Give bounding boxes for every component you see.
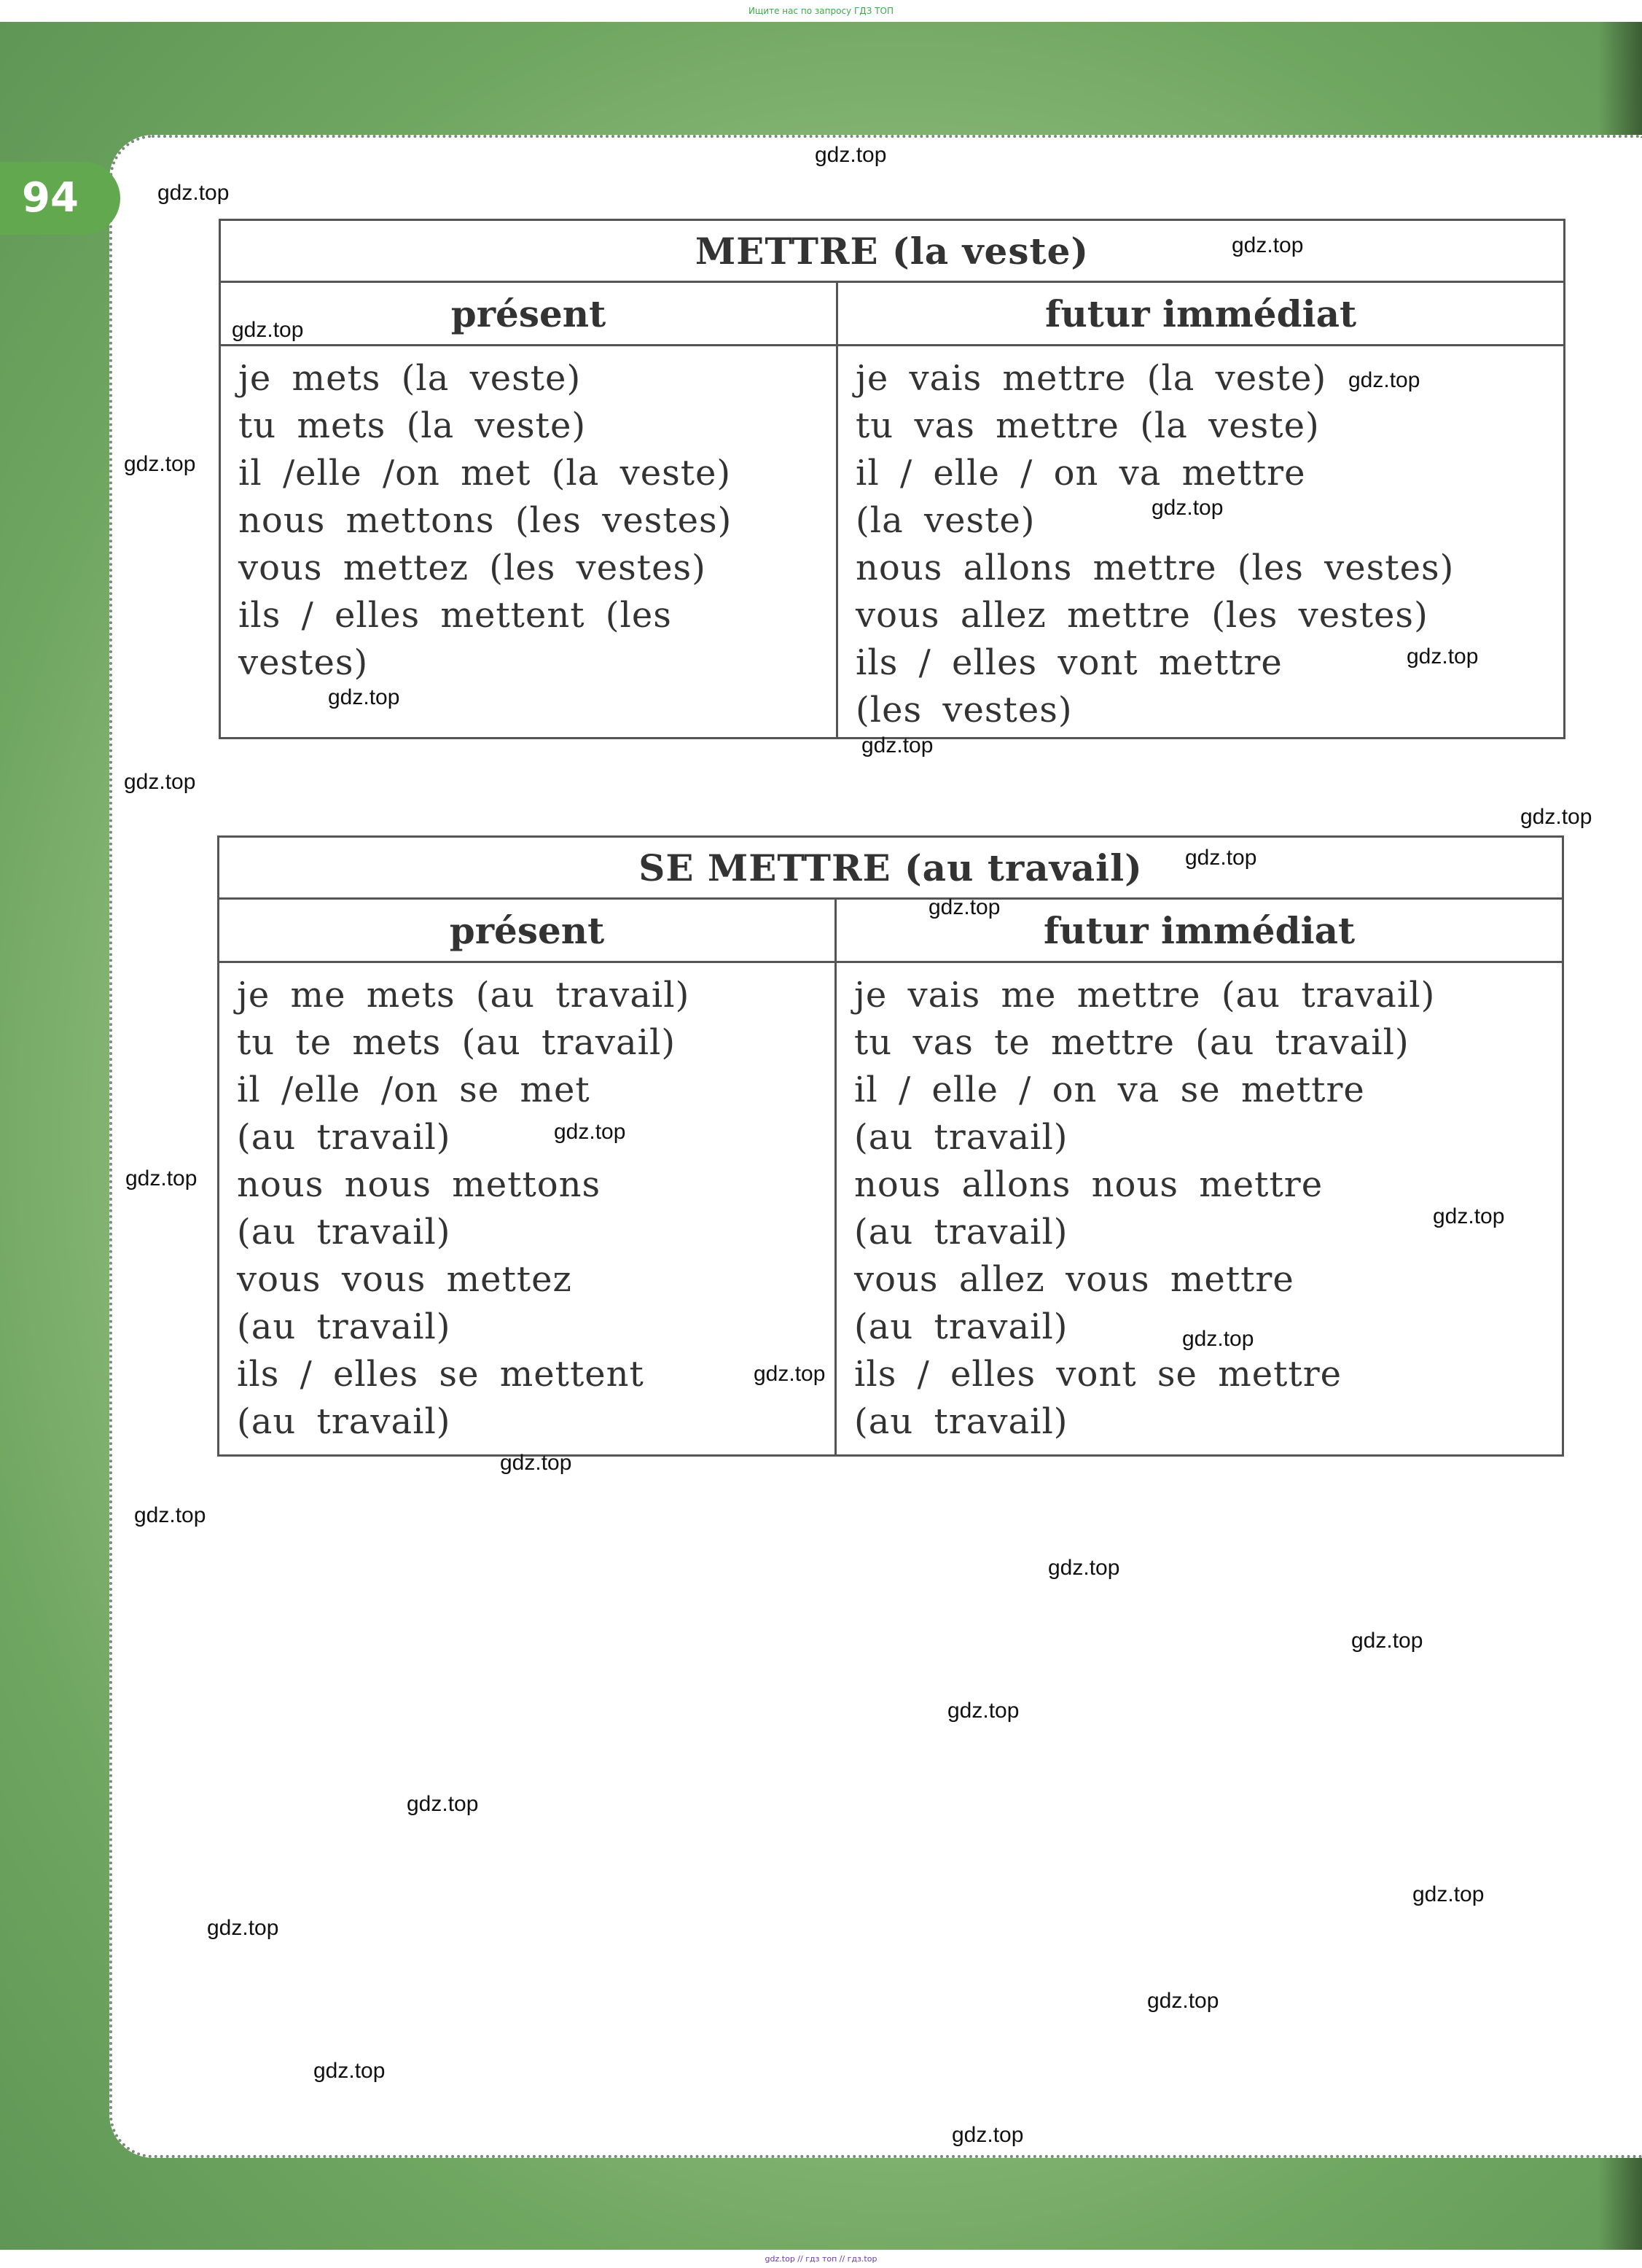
conjugation-line: nous nous mettons (237, 1164, 601, 1205)
watermark: gdz.top (407, 1792, 479, 1816)
watermark: gdz.top (157, 181, 230, 205)
top-notice: Ищите нас по запросу ГДЗ ТОП (0, 0, 1642, 22)
column-header-present: présent (219, 899, 836, 962)
watermark: gdz.top (952, 2123, 1024, 2147)
conjugation-line: (au travail) (854, 1306, 1068, 1347)
conjugation-line: ils / elles se mettent (237, 1354, 644, 1395)
watermark: gdz.top (1048, 1556, 1120, 1580)
watermark: gdz.top (928, 895, 1001, 919)
watermark: gdz.top (232, 318, 304, 342)
watermark: gdz.top (1185, 846, 1257, 870)
conjugation-line: (au travail) (854, 1212, 1068, 1252)
watermark: gdz.top (1351, 1629, 1423, 1653)
watermark: gdz.top (500, 1451, 572, 1475)
conjugation-line: (au travail) (237, 1212, 451, 1252)
conjugation-line: (au travail) (854, 1117, 1068, 1158)
conjugation-line: nous allons nous mettre (854, 1164, 1324, 1205)
watermark: gdz.top (124, 452, 196, 476)
conjugation-line: je me mets (au travail) (237, 975, 690, 1016)
futur-immediat-forms-cell (837, 346, 1565, 739)
bottom-notice: gdz.top // гдз топ // гдз.top (0, 2250, 1642, 2268)
conjugation-line: (au travail) (237, 1117, 451, 1158)
conjugation-line: (au travail) (237, 1401, 451, 1442)
watermark: gdz.top (328, 685, 400, 709)
conjugation-line: vous vous mettez (237, 1259, 572, 1300)
conjugation-line: (au travail) (237, 1306, 451, 1347)
conjugation-line: il /elle /on met (la veste) (238, 453, 732, 494)
conjugation-line: ils / elles mettent (les (238, 595, 672, 636)
conjugation-line: il / elle / on va se mettre (854, 1069, 1365, 1110)
conjugation-line: vous allez vous mettre (854, 1259, 1294, 1300)
present-forms-cell (220, 346, 837, 739)
watermark: gdz.top (1147, 1989, 1219, 2013)
conjugation-line: tu mets (la veste) (238, 405, 587, 446)
mettre-conjugation-table (219, 219, 1565, 739)
conjugation-line: tu vas mettre (la veste) (856, 405, 1320, 446)
watermark: gdz.top (134, 1503, 206, 1527)
conjugation-line: vestes) (238, 642, 369, 683)
watermark: gdz.top (554, 1120, 626, 1144)
conjugation-line: il / elle / on va mettre (856, 453, 1306, 494)
watermark: gdz.top (1232, 233, 1304, 257)
se-mettre-conjugation-table (217, 835, 1564, 1457)
conjugation-line: ils / elles vont mettre (856, 642, 1283, 683)
conjugation-line: nous mettons (les vestes) (238, 500, 732, 541)
watermark: gdz.top (861, 733, 934, 757)
conjugation-line: je vais mettre (la veste) (856, 358, 1327, 399)
present-forms-cell (219, 962, 836, 1456)
watermark: gdz.top (754, 1362, 826, 1386)
watermark: gdz.top (124, 770, 196, 794)
watermark: gdz.top (1348, 368, 1420, 392)
watermark: gdz.top (1182, 1327, 1254, 1351)
column-header-futur-immediat: futur immédiat (837, 282, 1565, 346)
watermark: gdz.top (815, 143, 887, 167)
watermark: gdz.top (1412, 1882, 1485, 1906)
conjugation-line: nous allons mettre (les vestes) (856, 547, 1455, 588)
table-title: SE METTRE (au travail) (219, 837, 1563, 899)
watermark: gdz.top (313, 2059, 386, 2083)
conjugation-line: vous mettez (les vestes) (238, 547, 706, 588)
conjugation-line: tu vas te mettre (au travail) (854, 1022, 1410, 1063)
watermark: gdz.top (1407, 644, 1479, 669)
watermark: gdz.top (1520, 805, 1592, 829)
table-title: METTRE (la veste) (220, 220, 1565, 282)
conjugation-line: (au travail) (854, 1401, 1068, 1442)
watermark: gdz.top (125, 1166, 198, 1190)
watermark: gdz.top (207, 1916, 279, 1940)
watermark: gdz.top (947, 1699, 1020, 1723)
conjugation-line: tu te mets (au travail) (237, 1022, 676, 1063)
conjugation-line: vous allez mettre (les vestes) (856, 595, 1428, 636)
conjugation-line: (la veste) (856, 500, 1036, 541)
page-number: 94 (0, 162, 120, 235)
watermark: gdz.top (1433, 1204, 1505, 1228)
watermark: gdz.top (1152, 496, 1224, 520)
column-header-futur-immediat: futur immédiat (836, 899, 1563, 962)
conjugation-line: je vais me mettre (au travail) (854, 975, 1436, 1016)
conjugation-line: (les vestes) (856, 690, 1073, 730)
conjugation-line: il /elle /on se met (237, 1069, 590, 1110)
conjugation-line: je mets (la veste) (238, 358, 582, 399)
conjugation-line: ils / elles vont se mettre (854, 1354, 1342, 1395)
column-header-present: présent (220, 282, 837, 346)
